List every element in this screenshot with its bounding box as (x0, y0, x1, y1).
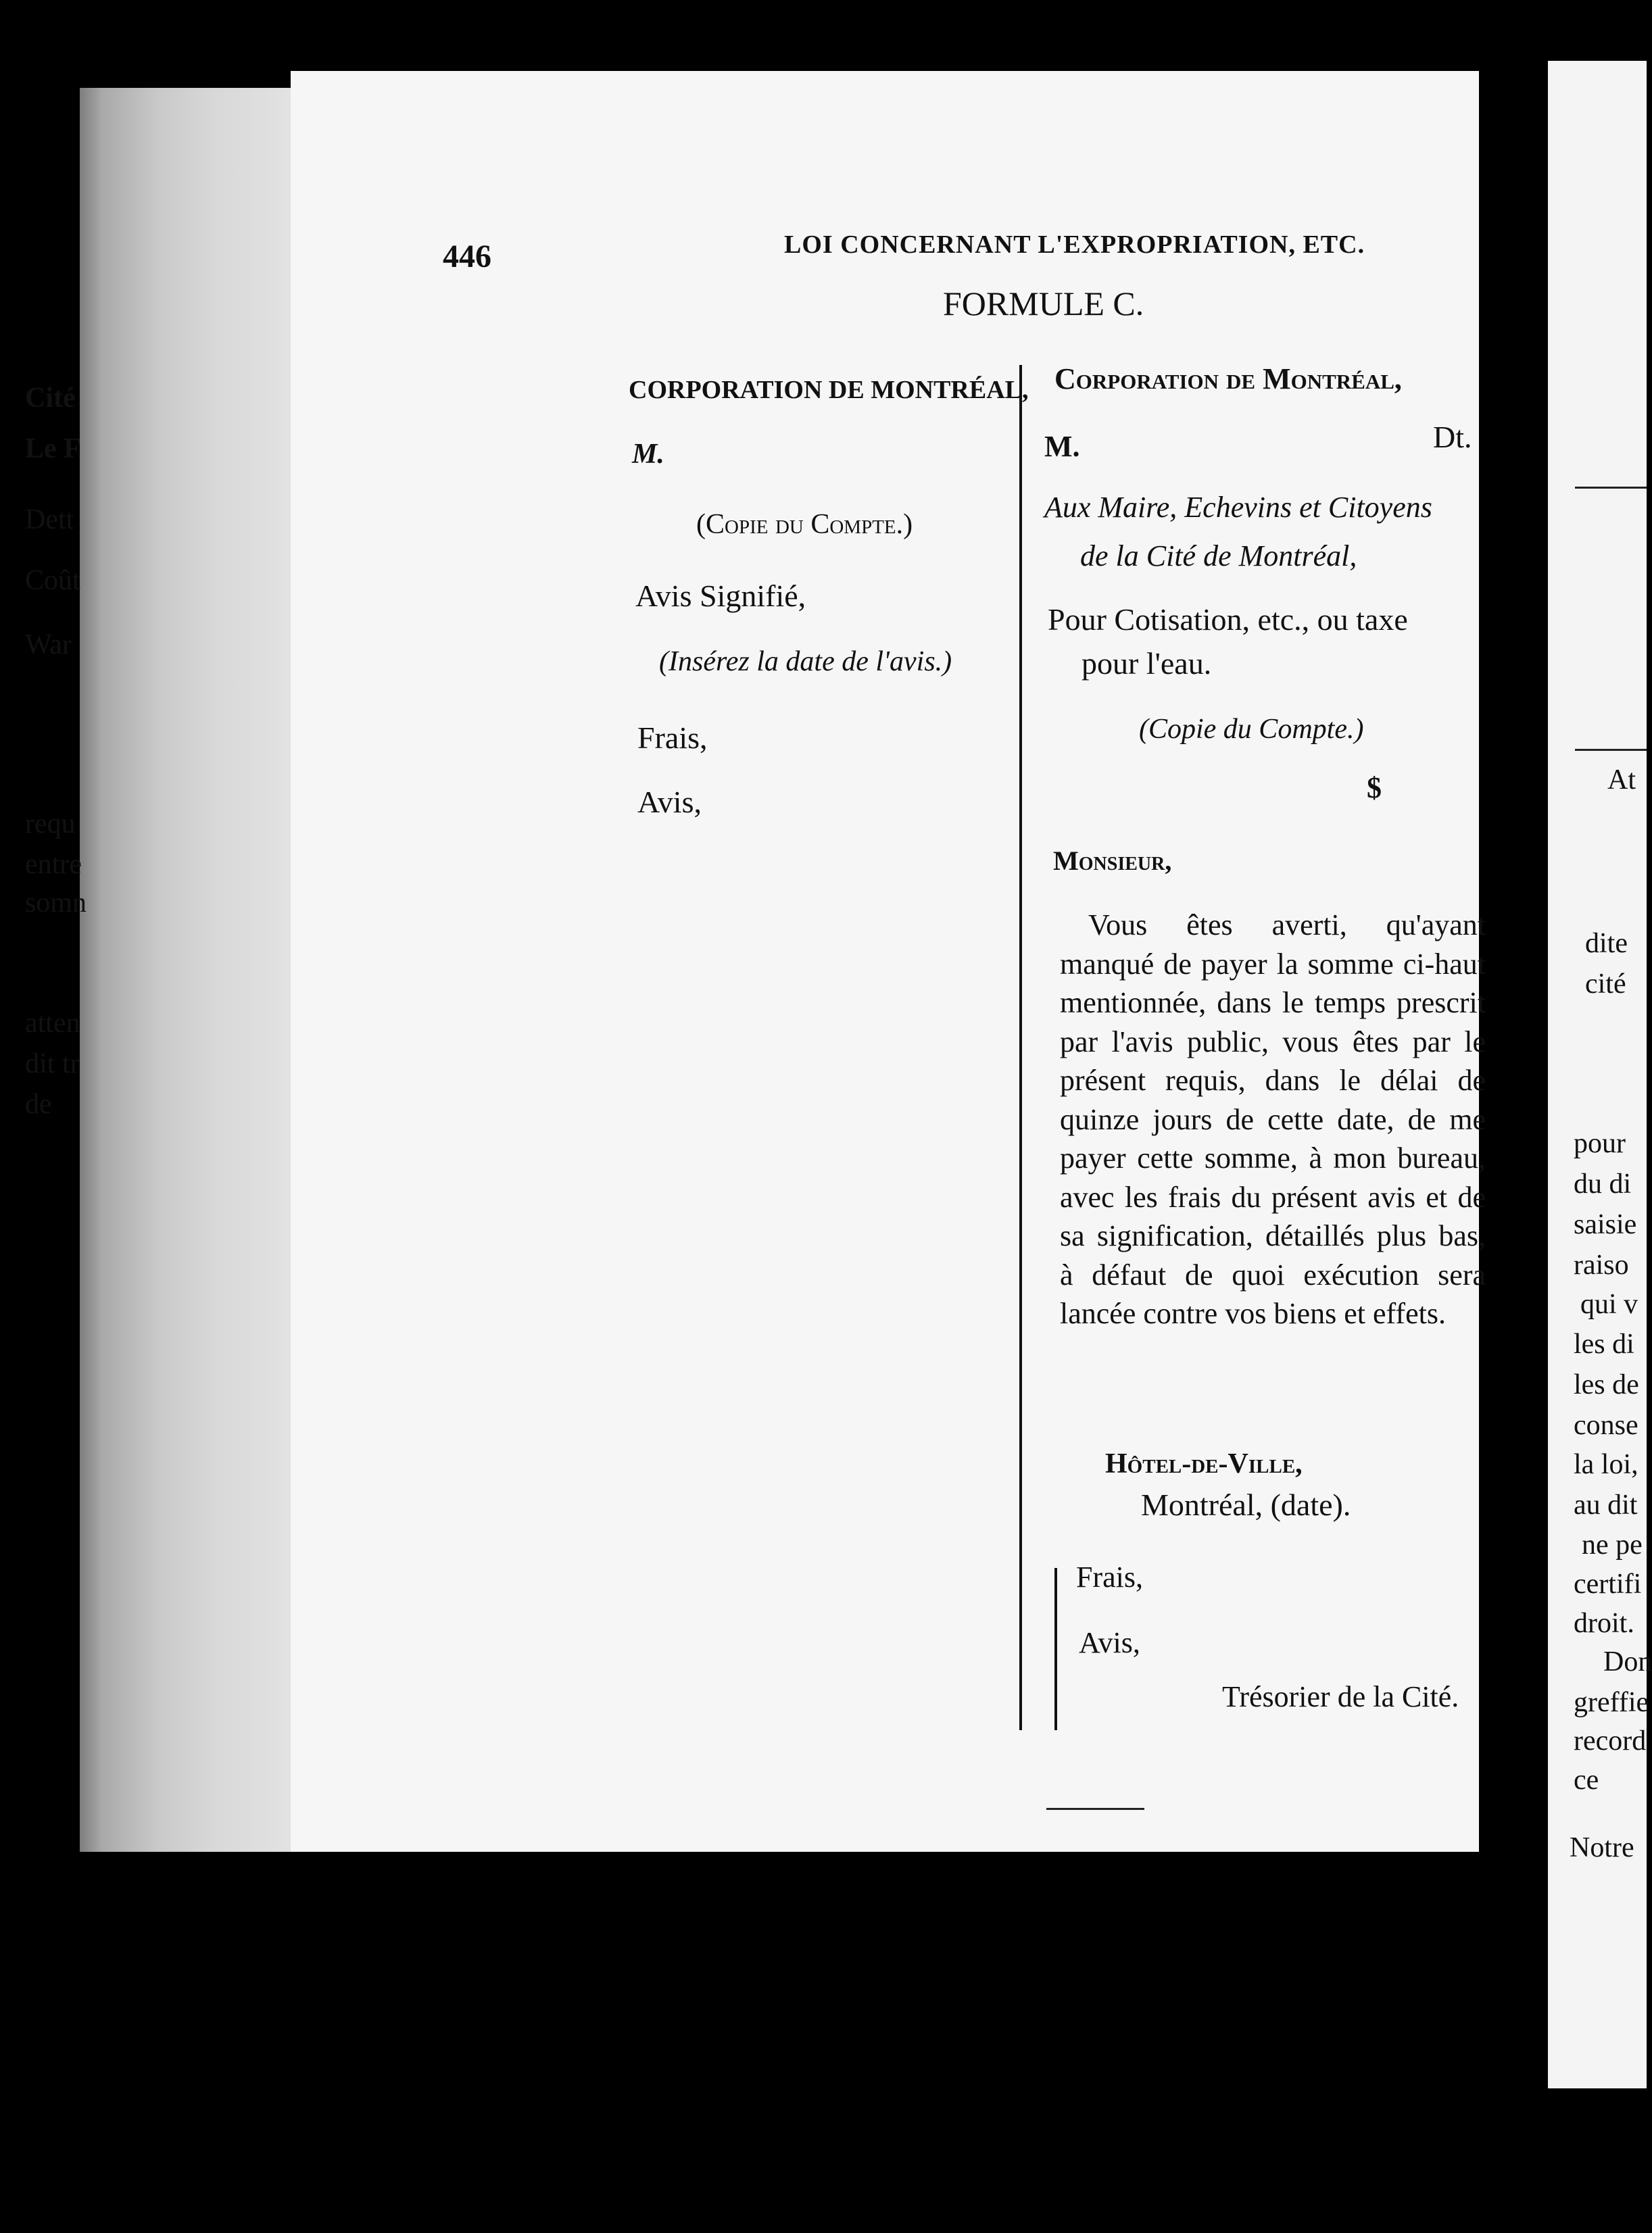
facing-line: conse (1574, 1410, 1638, 1441)
facing-line: droit. (1574, 1608, 1634, 1639)
facing-line: requ (25, 808, 76, 839)
column-divider (1019, 365, 1022, 1730)
facing-line: certifi (1574, 1569, 1642, 1600)
facing-line: les di (1574, 1329, 1634, 1360)
dollar-sign: $ (1367, 771, 1382, 804)
page-edge-shadow (80, 88, 303, 1852)
main-pour-line1: Pour Cotisation, etc., ou taxe (1048, 602, 1408, 637)
facing-line: de (25, 1089, 52, 1120)
end-rule (1046, 1808, 1144, 1810)
facing-line: pour (1574, 1128, 1626, 1159)
facing-line: du di (1574, 1169, 1632, 1200)
facing-line: Le F (25, 433, 81, 464)
facing-rule (1575, 749, 1647, 751)
main-aux-line1: Aux Maire, Echevins et Citoyens (1044, 491, 1432, 524)
facing-line: Cité (25, 383, 76, 414)
main-avis: Avis, (1079, 1626, 1140, 1659)
stub-avis-signifie: Avis Signifié, (635, 579, 806, 613)
stub-m: M. (632, 439, 664, 470)
facing-line: atten (25, 1008, 80, 1039)
stub-avis: Avis, (637, 785, 702, 819)
treasurer-signature: Trésorier de la Cité. (1222, 1680, 1459, 1713)
facing-line: Don (1603, 1646, 1652, 1677)
facing-line: At (1607, 764, 1636, 795)
facing-line: record (1574, 1725, 1647, 1757)
running-title: LOI CONCERNANT L'EXPROPRIATION, ETC. (784, 230, 1365, 259)
form-title: FORMULE C. (943, 285, 1144, 322)
facing-line: raiso (1574, 1250, 1629, 1281)
main-m: M. (1044, 430, 1080, 463)
facing-line: dite (1585, 928, 1628, 959)
stub-inserez: (Insérez la date de l'avis.) (659, 646, 952, 677)
notice-body: Vous êtes averti, qu'ayant manqué de payer la somme ci-haut mentionnée, dans le temps prescrit par l'avis public, vous êtes par le présent requis, dans le délai de quinze jours de cette date, de me payer cette somme, à mon bureau, avec les frais du présent avis et de sa signification, détaillés plus bas, à défaut de quoi exécution sera lancée contre vos biens et effets. (1060, 908, 1486, 1330)
facing-line: la loi, (1574, 1449, 1638, 1480)
stub-corporation: CORPORATION DE MONTRÉAL, (629, 376, 1029, 404)
facing-line: ce (1574, 1765, 1599, 1796)
main-pour-line2: pour l'eau. (1082, 646, 1212, 681)
facing-line: greffie (1574, 1687, 1649, 1718)
main-frais: Frais, (1076, 1561, 1143, 1594)
hotel-de-ville: Hôtel-de-Ville, (1105, 1448, 1303, 1479)
stub-frais: Frais, (637, 720, 708, 755)
facing-line: War (25, 629, 72, 660)
main-copie: (Copie du Compte.) (1139, 714, 1364, 745)
main-aux-line2: de la Cité de Montréal, (1080, 539, 1357, 572)
facing-line: au dit (1574, 1490, 1638, 1521)
stub-copie: (Copie du Compte.) (696, 509, 913, 540)
facing-line: ne pe (1582, 1529, 1643, 1561)
salutation: Monsieur, (1053, 845, 1172, 876)
facing-line: les de (1574, 1369, 1639, 1400)
column-divider-inner (1054, 1568, 1057, 1730)
facing-line: saisie (1574, 1209, 1637, 1240)
montreal-date: Montréal, (date). (1141, 1488, 1351, 1522)
facing-line: dit tr (25, 1048, 80, 1079)
facing-rule (1575, 487, 1647, 489)
facing-line: somn (25, 887, 87, 918)
main-dt: Dt. (1433, 420, 1472, 454)
facing-line: qui v (1580, 1289, 1638, 1320)
facing-line: entre (25, 849, 82, 880)
facing-line: Notre (1570, 1832, 1634, 1863)
page-number: 446 (443, 239, 491, 274)
facing-line: Coût (25, 565, 80, 596)
facing-line: Dett (25, 504, 74, 535)
main-corporation: Corporation de Montréal, (1054, 362, 1402, 395)
facing-line: cité (1585, 968, 1626, 1000)
